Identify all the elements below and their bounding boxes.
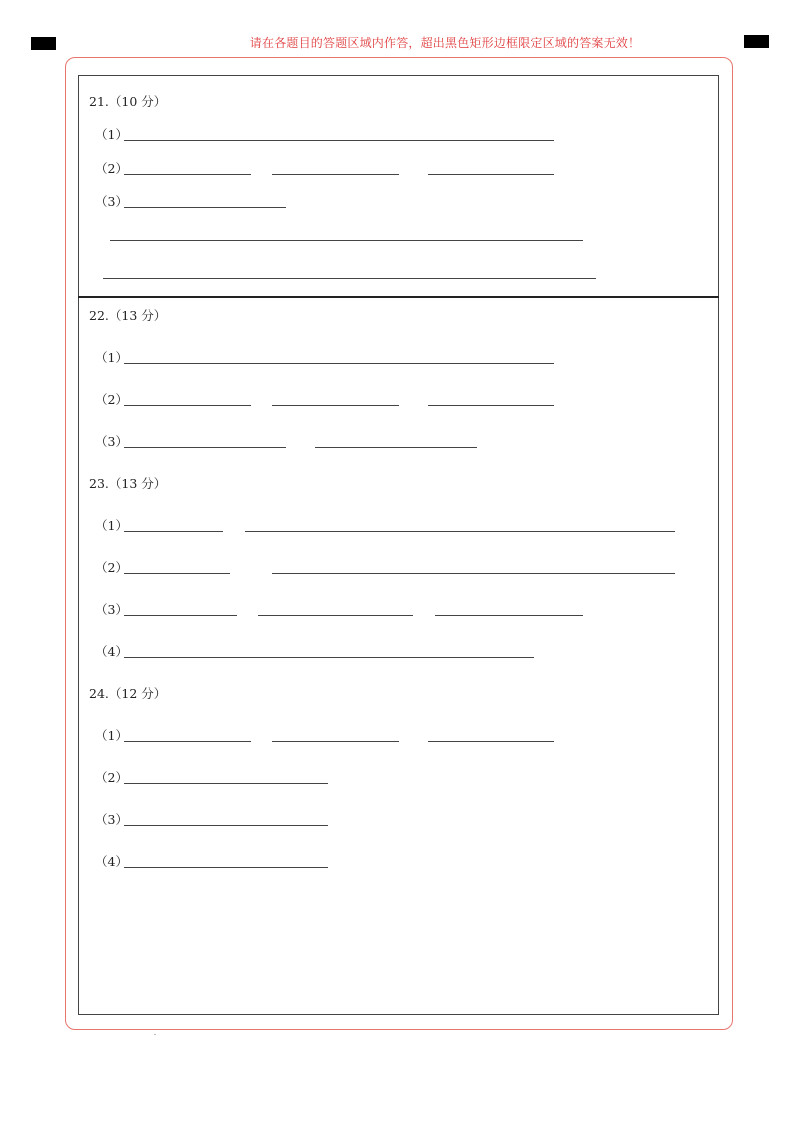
q23-part-3-answer-line-b[interactable] [258,615,413,616]
q21-part-2-answer-line-a[interactable] [124,174,251,175]
q23-part-4-answer-line[interactable] [124,657,534,658]
q24-part-1-answer-line-b[interactable] [272,741,399,742]
q23-part-3-answer-line-c[interactable] [435,615,583,616]
q24-part-1-answer-line-c[interactable] [428,741,554,742]
footer-dot [154,1034,156,1035]
q22-part-1-answer-line[interactable] [124,363,554,364]
q21-part-2-label: （2） [95,161,128,176]
q24-part-2-label: （2） [95,770,128,785]
q21-part-3-answer-line-b[interactable] [110,240,583,241]
q22-part-2-answer-line-a[interactable] [124,405,251,406]
q21-part-3-answer-line-c[interactable] [103,278,596,279]
answer-area-warning: 请在各题目的答题区域内作答，超出黑色矩形边框限定区域的答案无效！ [249,36,641,50]
q24-part-1-label: （1） [95,728,128,743]
q23-part-2-answer-line-a[interactable] [124,573,230,574]
q21-part-3-label: （3） [95,194,128,209]
q23-part-2-label: （2） [95,560,128,575]
q22-part-2-label: （2） [95,392,128,407]
q21-part-2-answer-line-b[interactable] [272,174,399,175]
q22-part-2-answer-line-c[interactable] [428,405,554,406]
q24-part-4-label: （4） [95,854,128,869]
question-23-title: 23.（13 分） [89,476,167,491]
q24-part-3-label: （3） [95,812,128,827]
q22-part-3-answer-line-a[interactable] [124,447,286,448]
q22-part-3-label: （3） [95,434,128,449]
q23-part-3-label: （3） [95,602,128,617]
q23-part-1-answer-line-a[interactable] [124,531,223,532]
q21-part-2-answer-line-c[interactable] [428,174,554,175]
section-divider [78,296,719,298]
q22-part-1-label: （1） [95,350,128,365]
q21-part-1-label: （1） [95,127,128,142]
q24-part-2-answer-line[interactable] [124,783,328,784]
answer-box [78,75,719,1015]
q21-part-1-answer-line[interactable] [124,140,554,141]
q23-part-3-answer-line-a[interactable] [124,615,237,616]
q21-part-3-answer-line-a[interactable] [124,207,286,208]
q23-part-1-answer-line-b[interactable] [245,531,675,532]
q23-part-1-label: （1） [95,518,128,533]
question-21-title: 21.（10 分） [89,94,167,109]
q23-part-4-label: （4） [95,644,128,659]
question-24-title: 24.（12 分） [89,686,167,701]
q24-part-1-answer-line-a[interactable] [124,741,251,742]
q24-part-4-answer-line[interactable] [124,867,328,868]
q22-part-2-answer-line-b[interactable] [272,405,399,406]
q23-part-2-answer-line-b[interactable] [272,573,675,574]
q22-part-3-answer-line-b[interactable] [315,447,477,448]
question-22-title: 22.（13 分） [89,308,167,323]
q24-part-3-answer-line[interactable] [124,825,328,826]
